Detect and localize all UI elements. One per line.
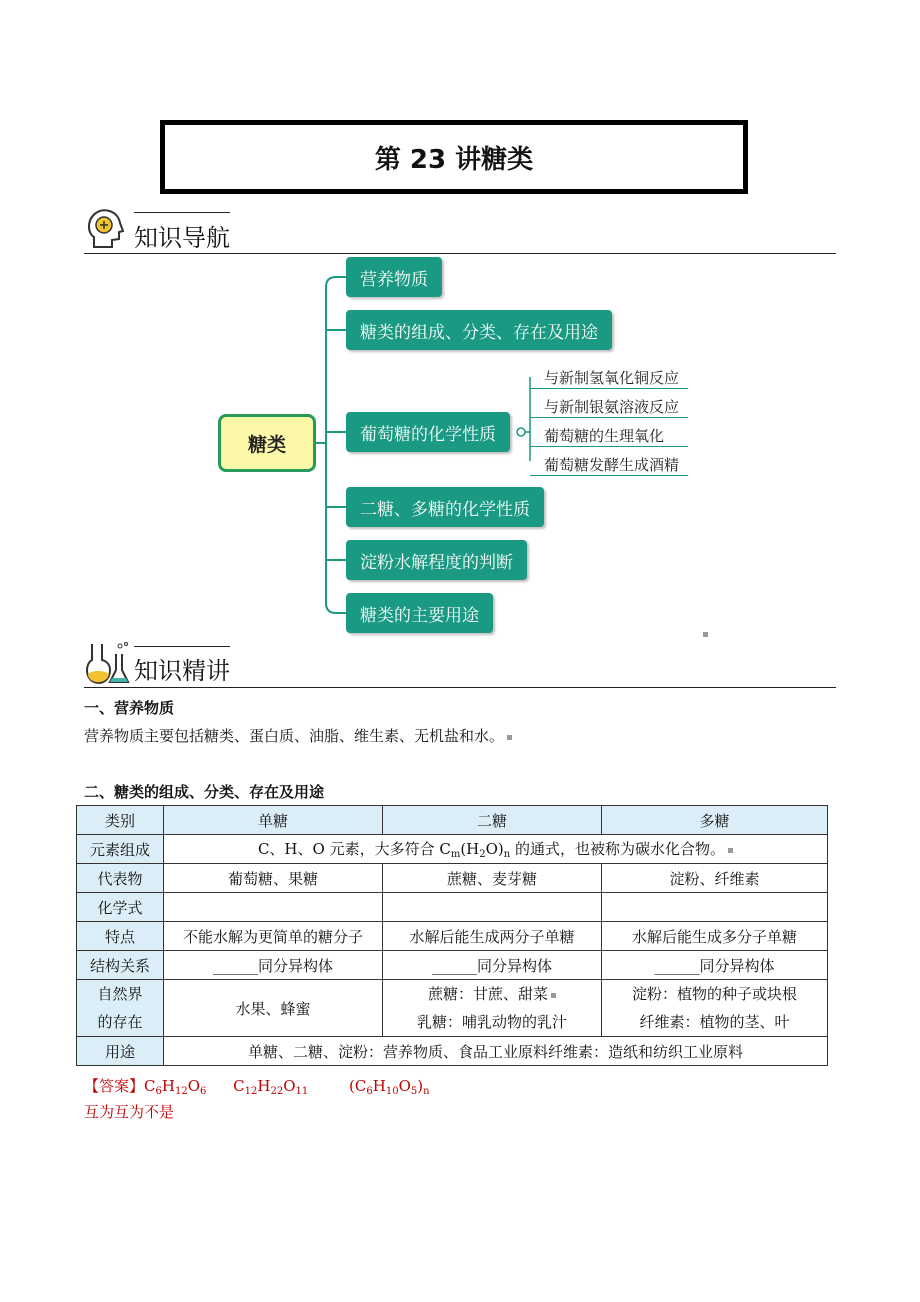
composition-cell: C、H、O 元素，大多符合 $C_m(H_2O)_n$ 的通式，也被称为碳水化合物。 — [164, 835, 828, 864]
leaf-underline — [530, 388, 688, 389]
section-nav-heading: 知识导航 — [134, 224, 230, 252]
table-cell: 葡萄糖、果糖 — [164, 864, 383, 893]
leaf-underline — [530, 475, 688, 476]
table-row — [77, 1037, 828, 1066]
table-cell: ______同分异构体 — [383, 951, 602, 980]
lab-flask-icon — [84, 640, 130, 686]
mindmap-node-uses: 糖类的主要用途 — [346, 593, 493, 633]
table-cell: 单糖、二糖、淀粉：营养物质、食品工业原料纤维素：造纸和纺织工业原料 — [164, 1037, 828, 1066]
table-row-label: 结构关系 — [77, 951, 164, 980]
nature-label-line2: 的存在 — [97, 1013, 143, 1031]
part1-text-body: 营养物质主要包括糖类、蛋白质、油脂、维生素、无机盐和水。 — [84, 727, 505, 745]
nature-di-text1: 蔗糖：甘蔗、甜菜 — [427, 985, 548, 1003]
mindmap-leaf-copper: 与新制氢氧化铜反应 — [544, 369, 680, 387]
table-cell-empty — [602, 893, 828, 922]
table-header-cell: 单糖 — [164, 806, 383, 835]
mindmap-node-starch-hydrolysis: 淀粉水解程度的判断 — [346, 540, 527, 580]
table-cell: ______同分异构体 — [164, 951, 383, 980]
table-row — [77, 951, 828, 980]
section-detail-heading: 知识精讲 — [134, 657, 230, 685]
table-row-label: 特点 — [77, 922, 164, 951]
table-row-label: 用途 — [77, 1037, 164, 1066]
table-header-cell: 二糖 — [383, 806, 602, 835]
composition-prefix: C、H、O 元素，大多符合 C — [257, 840, 451, 858]
table-cell: 水解后能生成多分子单糖 — [602, 922, 828, 951]
nature-poly-line1: 淀粉：植物的种子或块根 — [631, 985, 797, 1003]
leaf-underline — [530, 446, 688, 447]
mindmap-root: 糖类 — [218, 414, 316, 472]
table-row — [77, 980, 828, 1037]
table-row — [77, 835, 828, 864]
table-cell: 水解后能生成两分子单糖 — [383, 922, 602, 951]
table-cell: 不能水解为更简单的糖分子 — [164, 922, 383, 951]
table-row-label: 化学式 — [77, 893, 164, 922]
mindmap-node-disaccharide: 二糖、多糖的化学性质 — [346, 487, 544, 527]
answer-line-2: 互为互为不是 — [84, 1103, 175, 1121]
nature-label-line1: 自然界 — [97, 985, 143, 1003]
table-cell: 淀粉、纤维素 — [602, 864, 828, 893]
mindmap-node-nutrients: 营养物质 — [346, 257, 442, 297]
table-row — [77, 806, 828, 835]
edit-mark-icon — [728, 848, 733, 853]
answer-label: 【答案】 — [84, 1077, 145, 1095]
mindmap-leaf-silver: 与新制银氨溶液反应 — [544, 398, 680, 416]
nature-poly-line2: 纤维素：植物的茎、叶 — [639, 1013, 790, 1031]
table-header-cell: 多糖 — [602, 806, 828, 835]
table-row-label: 元素组成 — [77, 835, 164, 864]
table-cell: 蔗糖、麦芽糖 — [383, 864, 602, 893]
edit-mark-icon — [703, 632, 708, 637]
table-row — [77, 893, 828, 922]
table-header-cell: 类别 — [77, 806, 164, 835]
edit-mark-icon — [507, 735, 512, 740]
table-cell — [602, 980, 828, 1037]
table-cell-empty — [164, 893, 383, 922]
table-cell: 水果、蜂蜜 — [164, 980, 383, 1037]
part2-heading: 二、糖类的组成、分类、存在及用途 — [84, 783, 325, 801]
answer-line: 【答案】$C_6H_{12}O_6$ $C_{12}H_{22}O_{11}$ $(C_6H_{10}O_5)_n$ — [84, 1077, 430, 1097]
mindmap-node-glucose: 葡萄糖的化学性质 — [346, 412, 510, 452]
mindmap-node-composition: 糖类的组成、分类、存在及用途 — [346, 310, 612, 350]
edit-mark-icon — [551, 993, 556, 998]
composition-suffix: 的通式，也被称为碳水化合物。 — [515, 840, 726, 858]
mindmap-leaf-oxidation: 葡萄糖的生理氧化 — [544, 427, 665, 445]
table-row-label: 代表物 — [77, 864, 164, 893]
part1-text — [84, 725, 512, 746]
section-detail-overline — [134, 646, 230, 647]
table-cell-empty — [383, 893, 602, 922]
table-cell — [383, 980, 602, 1037]
table-row — [77, 864, 828, 893]
nature-di-line2: 乳糖：哺乳动物的乳汁 — [416, 1013, 567, 1031]
nature-di-line1 — [387, 980, 597, 1008]
leaf-underline — [530, 417, 688, 418]
section-detail-rule — [84, 687, 836, 688]
table-row — [77, 922, 828, 951]
page-title: 第 23 讲糖类 — [160, 120, 748, 194]
mindmap-leaf-fermentation: 葡萄糖发酵生成酒精 — [544, 456, 680, 474]
part1-heading: 一、营养物质 — [84, 699, 175, 717]
table-row-label — [77, 980, 164, 1037]
table-cell: ______同分异构体 — [602, 951, 828, 980]
sugar-table — [76, 805, 828, 1066]
